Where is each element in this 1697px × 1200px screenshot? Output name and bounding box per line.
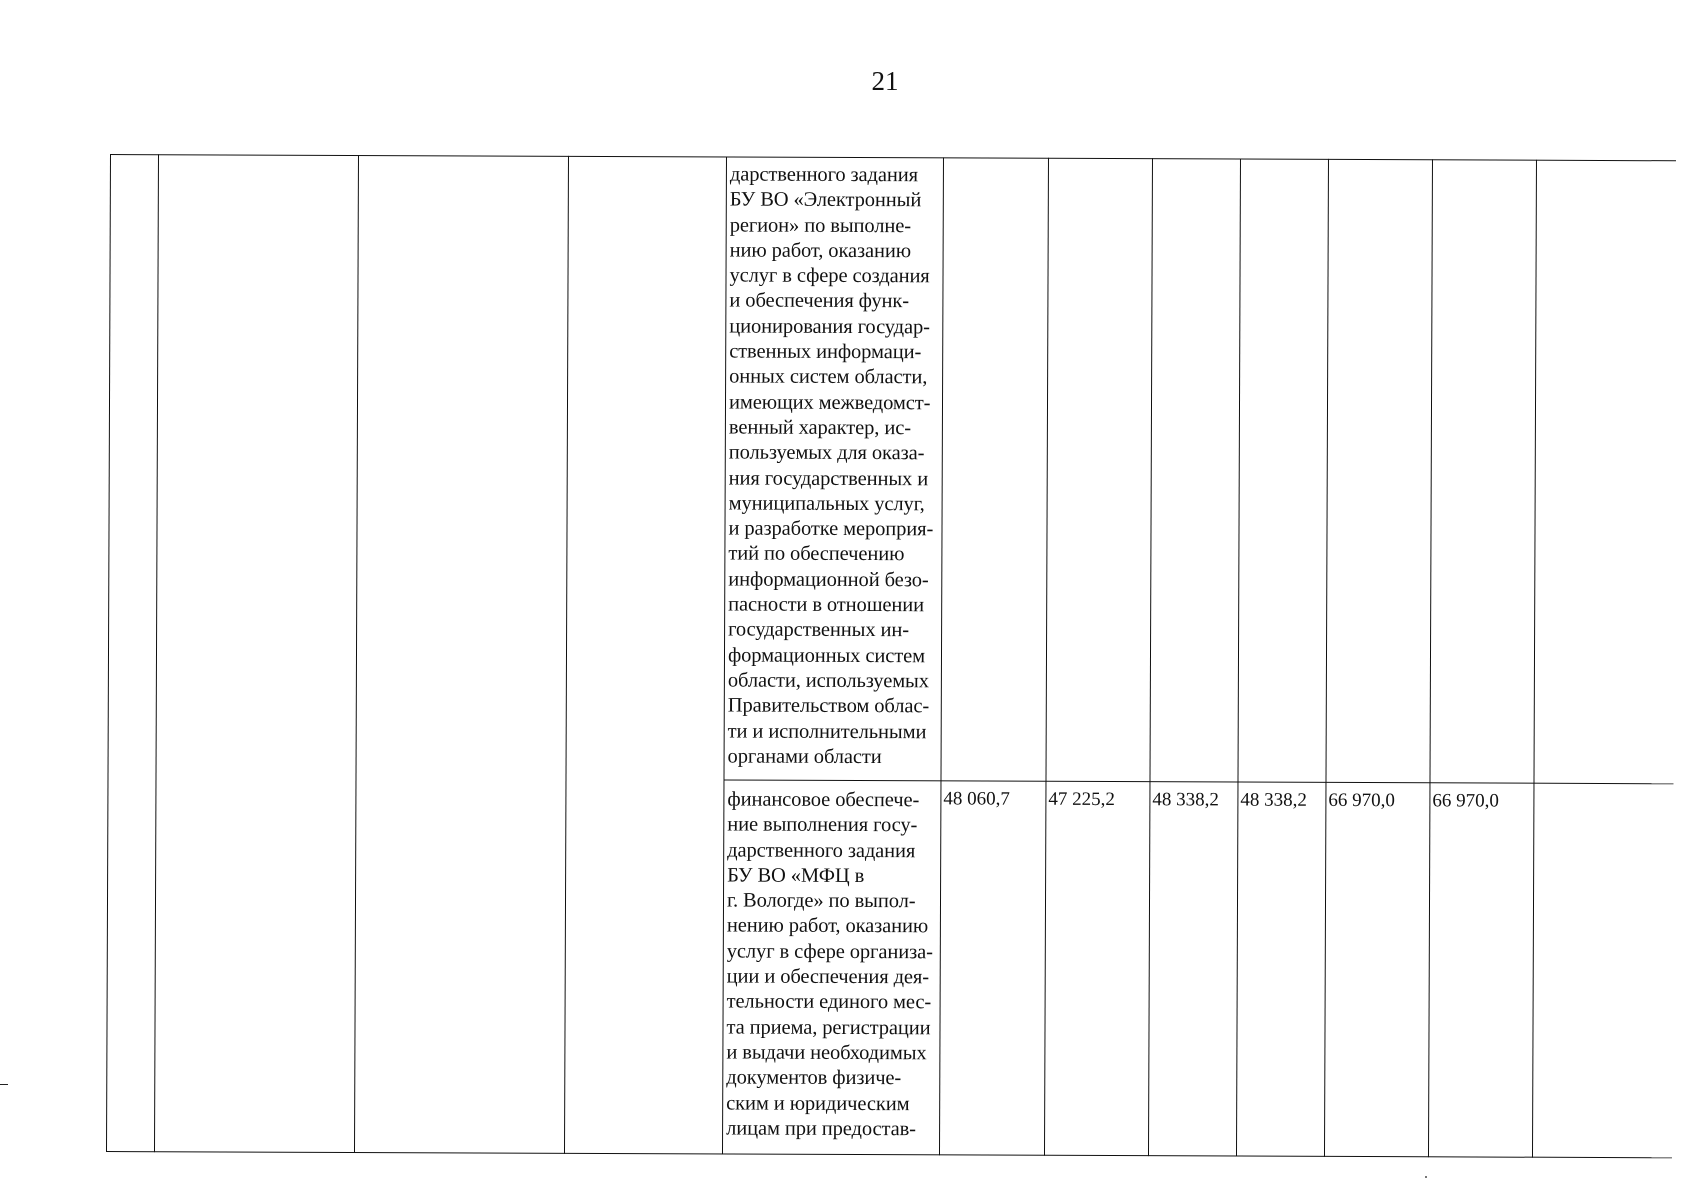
row-1-description: дарственного задания БУ ВО «Электронный регион» по выполне- нию работ, оказанию услуг в сфере создания и обеспечения функ- ционирования государ- ственных информаци- онных систем области, имеющих межведомст- венный характер, ис- пользуемых для оказа- ния государственных и муниципальных услуг, и разработке мероприя- тий по обеспечению информационной безо- пасности в отношении государственных ин- формационных систем области, используемых Правительством облас- ти и исполнительными органами области (727, 163, 934, 768)
table-left-border (106, 154, 111, 1152)
row-2-value-1: 48 060,7 (943, 788, 1010, 810)
column-divider-8 (1236, 159, 1241, 1157)
margin-mark (0, 1084, 8, 1085)
budget-table (106, 154, 1676, 1158)
row-2-value-5: 66 970,0 (1328, 789, 1395, 812)
page-number: 21 (871, 66, 899, 96)
column-divider-3 (564, 156, 569, 1154)
column-divider-7 (1148, 158, 1153, 1156)
row-2-value-2: 47 225,2 (1048, 788, 1115, 811)
column-divider-10 (1428, 159, 1433, 1157)
row-2-value-6: 66 970,0 (1432, 790, 1499, 812)
row-2-value-4: 48 338,2 (1240, 789, 1307, 811)
row-2-value-3: 48 338,2 (1152, 789, 1219, 811)
row-2-description: финансовое обеспече- ние выполнения госу- дарственного задания БУ ВО «МФЦ в г. Вологде» по выпол- нению работ, оказанию услуг в сфере организа- ции и обеспечения дея- тельности единого мес- та приема, регистрации и выдачи необходимых документов физиче- ским и юридическим лицам при предостав- (726, 788, 933, 1141)
column-divider-2 (354, 155, 359, 1153)
row-divider (723, 779, 1673, 784)
scan-speck (1425, 1176, 1427, 1178)
column-divider-6 (1044, 158, 1049, 1156)
table-top-border (110, 154, 1676, 161)
column-divider-1 (154, 154, 159, 1152)
table-bottom-border (106, 1151, 1672, 1158)
table-right-border (1532, 160, 1537, 1158)
column-divider-9 (1324, 159, 1329, 1157)
column-divider-5 (939, 157, 944, 1155)
